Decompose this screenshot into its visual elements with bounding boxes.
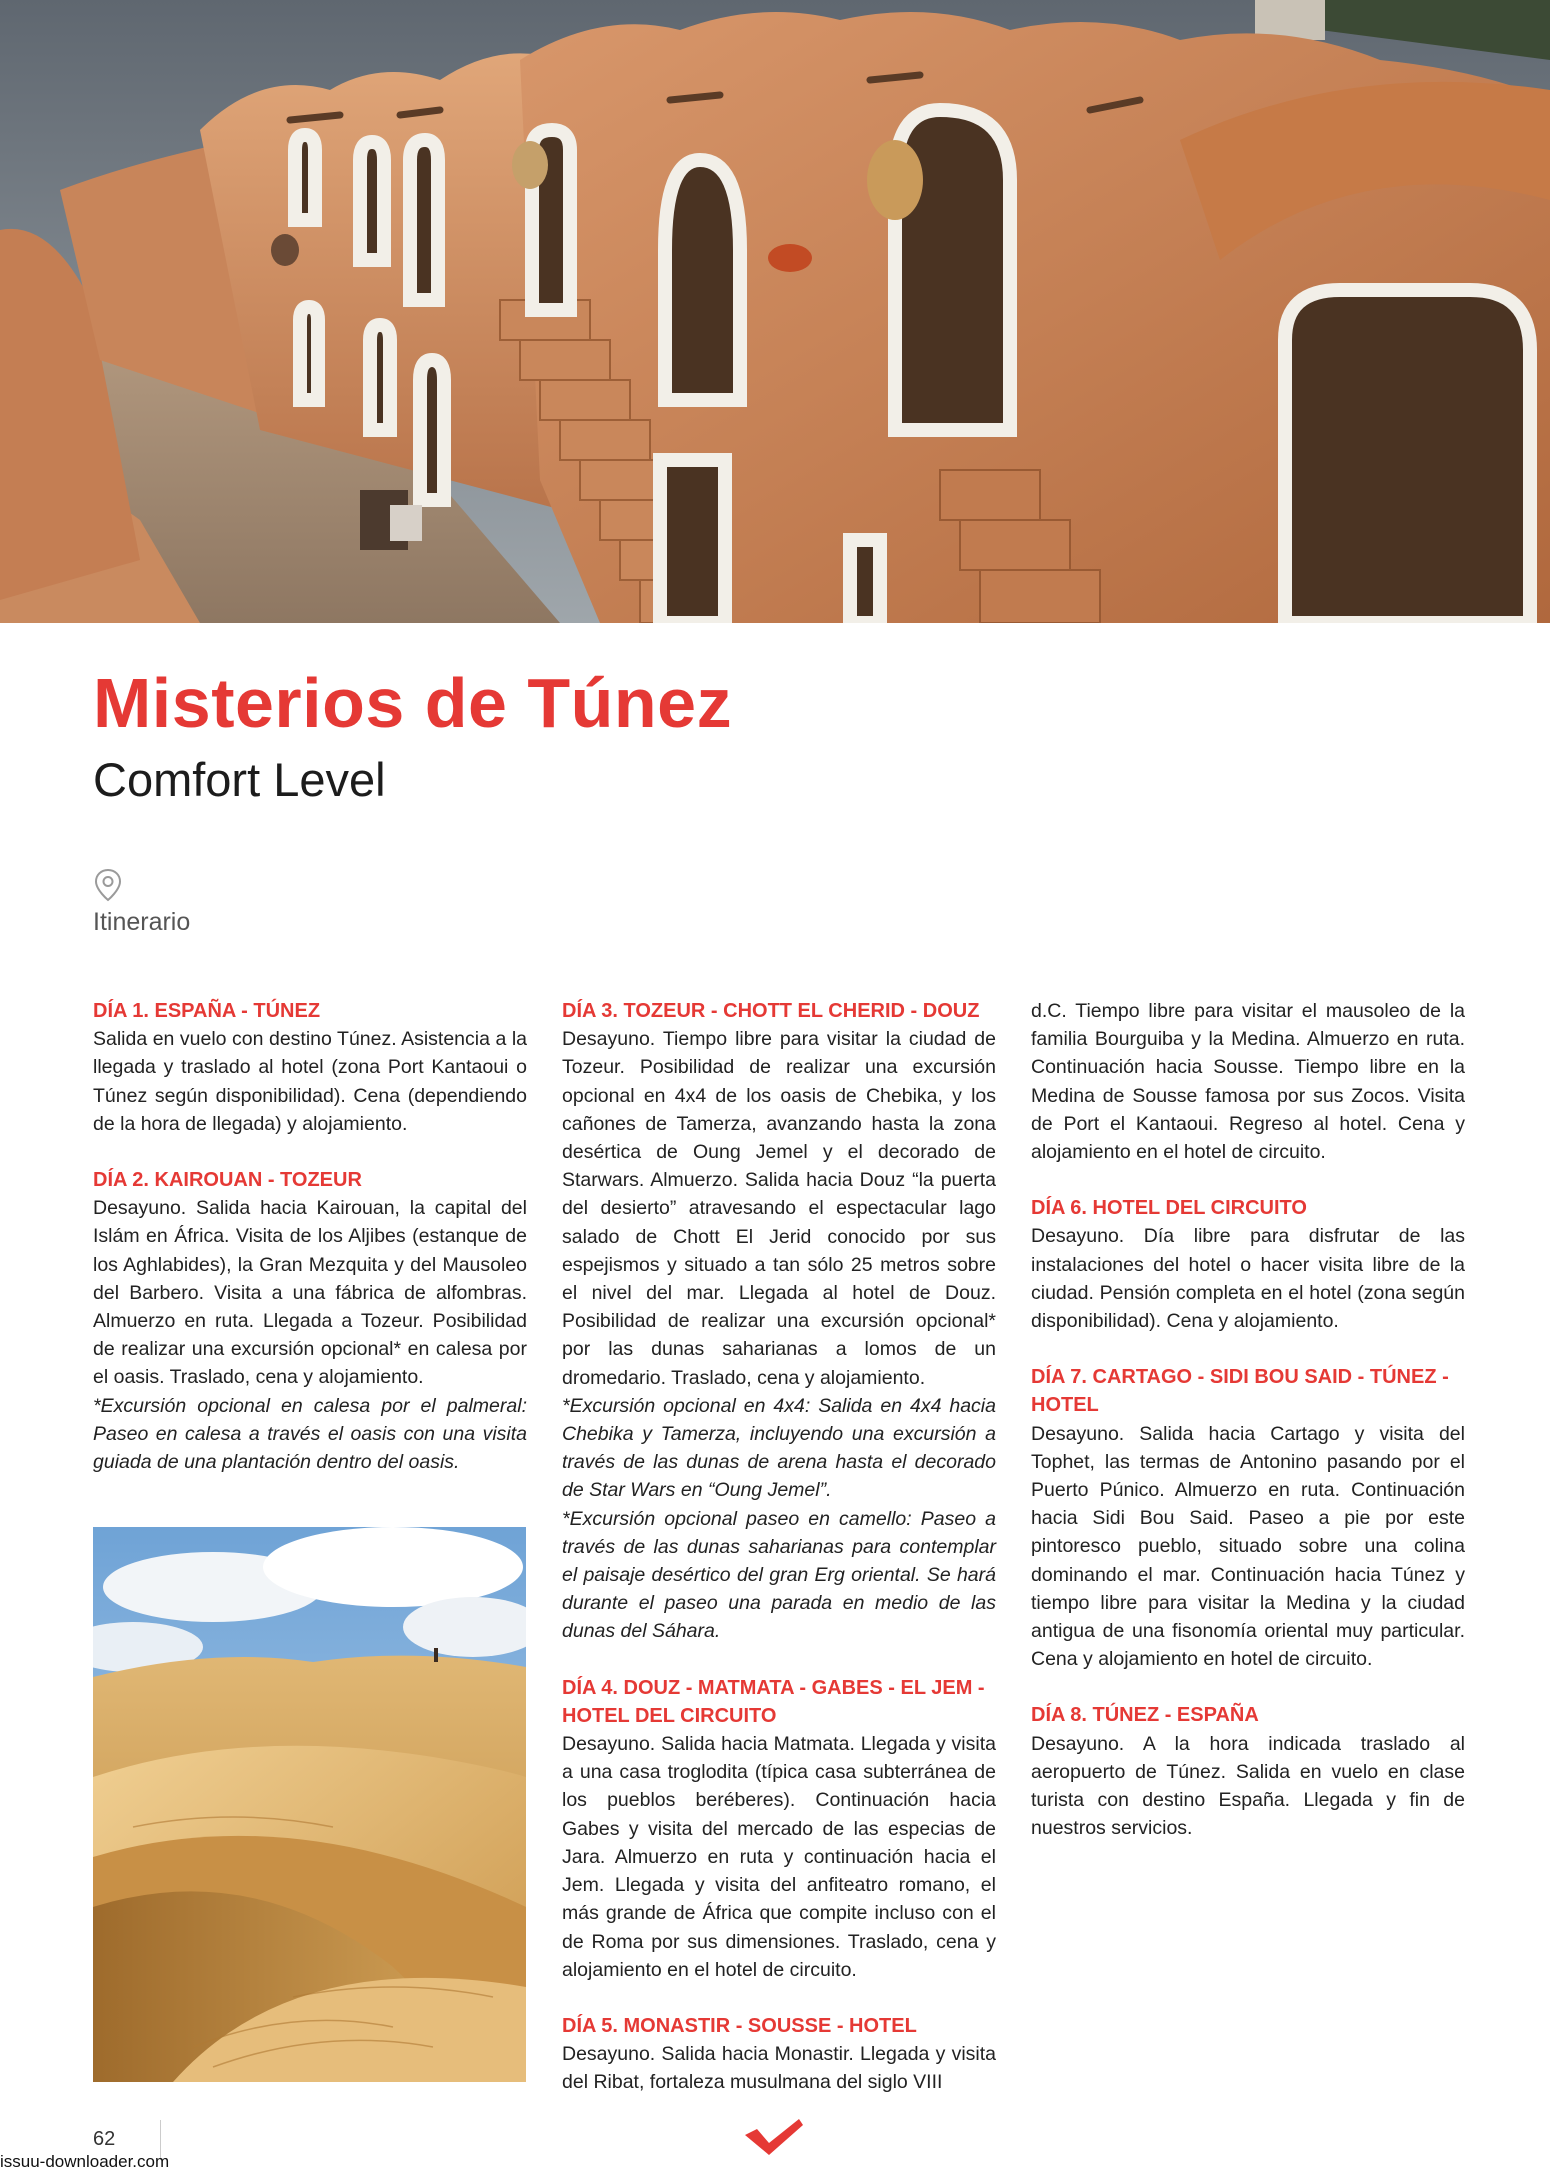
day-3-title: DÍA 3. TOZEUR - CHOTT EL CHERID - DOUZ bbox=[562, 1000, 980, 1022]
day-4-title: DÍA 4. DOUZ - MATMATA - GABES - EL JEM - HOTEL DEL CIRCUITO bbox=[562, 1676, 985, 1727]
day-7-text: Desayuno. Salida hacia Cartago y visita del Tophet, las termas de Antonino pasando por el Puerto Púnico. Almuerzo en ruta. Continuación hacia Sidi Bou Said. Paseo a pie por este pintoresco pueblo, situado sobre una colina dominando el mar. Continuación hacia Túnez y tiempo libre para visitar la Medina y la ciudad antigua de una fisonomía oriental muy particular. Cena y alojamiento en hotel de circuito. bbox=[1031, 1422, 1465, 1671]
page-number: 62 bbox=[93, 2128, 116, 2150]
day-5-title: DÍA 5. MONASTIR - SOUSSE - HOTEL bbox=[562, 2014, 917, 2037]
day-8-title: DÍA 8. TÚNEZ - ESPAÑA bbox=[1031, 1704, 1259, 1727]
checkmark-logo-icon bbox=[743, 2117, 805, 2157]
day-3-text: Desayuno. Tiempo libre para visitar la ciudad de Tozeur. Posibilidad de realizar una excursión opcional en 4x4 de los oasis de Chebika, y los cañones de Tamerza, avanzando hasta la zona desértica de Oung Jemel y el decorado de Starwars. Almuerzo. Salida hacia Douz “la puerta del desierto” atravesando el espectacular lago salado de Chott El Jerid conocido por sus espejismos y situado a tan sólo 25 metros sobre el nivel del mar. Llegada al hotel de Douz. Posibilidad de realizar una excursión opcional* por las dunas saharianas a lomos de un dromedario. Traslado, cena y alojamiento. bbox=[562, 1028, 996, 1389]
itinerary-column-1 bbox=[93, 997, 527, 1476]
itinerary-column-2 bbox=[562, 997, 996, 2097]
hero-photo bbox=[0, 0, 1550, 623]
day-3-note-1: *Excursión opcional en 4x4: Salida en 4x4 hacia Chebika y Tamerza, incluyendo una excursión a través de las dunas de arena hasta el decorado de Star Wars en “Oung Jemel”. bbox=[562, 1394, 996, 1502]
day-1-text: Salida en vuelo con destino Túnez. Asistencia a la llegada y traslado al hotel (zona Port Kantaoui o Túnez según disponibilidad). Cena (dependiendo de la hora de llegada) y alojamiento. bbox=[93, 1028, 527, 1135]
itinerary-column-3 bbox=[1031, 997, 1465, 1842]
sahara-dunes-illustration bbox=[93, 1527, 526, 2082]
day-6-text: Desayuno. Día libre para disfrutar de las instalaciones del hotel o hacer visita libre de la ciudad. Pensión completa en el hotel (zona según disponibilidad). Cena y alojamiento. bbox=[1031, 1225, 1465, 1333]
day-8-text: Desayuno. A la hora indicada traslado al aeropuerto de Túnez. Salida en vuelo en clase turista con destino España. Llegada y fin de nuestros servicios. bbox=[1031, 1732, 1465, 1840]
page-title: Misterios de Túnez bbox=[93, 664, 733, 742]
page-subtitle: Comfort Level bbox=[93, 753, 386, 806]
day-2-title: DÍA 2. KAIROUAN - TOZEUR bbox=[93, 1169, 362, 1192]
day-6-title: DÍA 6. HOTEL DEL CIRCUITO bbox=[1031, 1197, 1307, 1220]
desert-photo bbox=[93, 1527, 526, 2082]
day-5-text-b: d.C. Tiempo libre para visitar el mausoleo de la familia Bourguiba y la Medina. Almuerzo en ruta. Continuación hacia Sousse. Tiempo libre en la Medina de Sousse famosa por sus Zocos. Visita de Port el Kantaoui. Regreso al hotel. Cena y alojamiento en el hotel de circuito. bbox=[1031, 1000, 1465, 1164]
day-5-text-a: Desayuno. Salida hacia Monastir. Llegada y visita del Ribat, fortaleza musulmana del siglo VIII bbox=[562, 2043, 996, 2094]
day-7-title: DÍA 7. CARTAGO - SIDI BOU SAID - TÚNEZ - HOTEL bbox=[1031, 1366, 1449, 1417]
day-2-note: *Excursión opcional en calesa por el palmeral: Paseo en calesa a través el oasis con una visita guiada de una plantación dentro del oasis. bbox=[93, 1394, 527, 1474]
day-1-title: DÍA 1. ESPAÑA - TÚNEZ bbox=[93, 1000, 321, 1022]
itinerary-label: Itinerario bbox=[93, 908, 191, 936]
location-pin-icon bbox=[93, 868, 123, 902]
day-3-note-2: *Excursión opcional paseo en camello: Paseo a través de las dunas saharianas para contemplar el paisaje desértico del gran Erg oriental. Se hará durante el paseo una parada en medio de las dunas del Sáhara. bbox=[562, 1507, 996, 1643]
ksour-granaries-illustration bbox=[0, 0, 1550, 623]
watermark-text: issuu-downloader.com bbox=[0, 2152, 170, 2171]
day-2-text: Desayuno. Salida hacia Kairouan, la capital del Islám en África. Visita de los Aljibes (estanque de los Aghlabides), la Gran Mezquita y del Mausoleo del Barbero. Visita a una fábrica de alfombras. Almuerzo en ruta. Llegada a Tozeur. Posibilidad de realizar una excursión opcional* en calesa por el oasis. Traslado, cena y alojamiento. bbox=[93, 1197, 527, 1389]
day-4-text: Desayuno. Salida hacia Matmata. Llegada y visita a una casa troglodita (típica casa subterránea de los pueblos beréberes). Continuación hacia Gabes y visita del mercado de las especias de Jara. Almuerzo en ruta y continuación hacia el Jem. Llegada y visita del anfiteatro romano, el más grande de África que compite incluso con el de Roma por sus dimensiones. Traslado, cena y alojamiento en el hotel de circuito. bbox=[562, 1733, 996, 1981]
